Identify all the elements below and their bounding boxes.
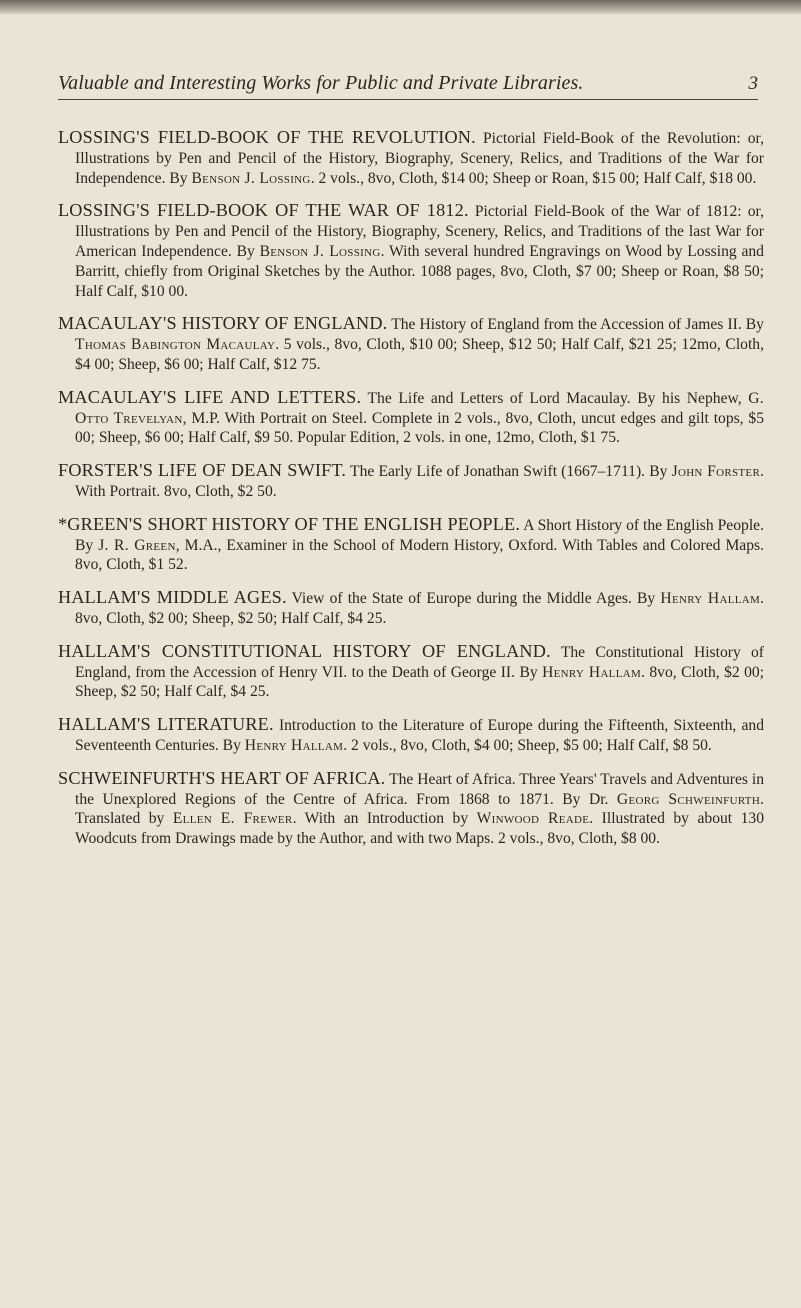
entry-pricing: . 8vo, Cloth, $2 00; Sheep, $2 50; Half Calf, $4 25. <box>75 663 765 701</box>
entry-title: HALLAM'S MIDDLE AGES. <box>58 587 287 608</box>
entry-description: A Short History of the English People. By <box>75 516 764 554</box>
entry-description: Introduction to the Literature of Europe during the Fifteenth, Sixteenth, and Seventeenth Centuries. By <box>75 717 765 754</box>
entry-description: Pictorial Field-Book of the Revolution: or, Illustrations by Pen and Pencil of the History, Biography, Scenery, Relics, and Traditions of the War for Independence. By <box>75 130 764 187</box>
entry-pricing: . With Portrait. 8vo, Cloth, $2 50. <box>75 463 764 500</box>
entry-pricing: . With several hundred Engravings on Wood by Lossing and Barritt, chiefly from Original Sketches by the Author. 1088 pages, 8vo, Cloth, $7 00; Sheep or Roan, $8 50; Half Calf, $10 00. <box>75 242 764 300</box>
entry-translator: Ellen E. Frewer <box>172 810 293 828</box>
entry-pricing: . 5 vols., 8vo, Cloth, $10 00; Sheep, $12 50; Half Calf, $21 25; 12mo, Cloth, $4 00; Sheep, $6 00; Half Calf, $12 75. <box>75 336 764 373</box>
entry-author: G. Otto Trevelyan <box>75 389 764 427</box>
catalog-entry <box>58 642 764 702</box>
running-header <box>58 72 758 100</box>
entry-author: Thomas Babington Macaulay <box>75 336 276 354</box>
entry-author: Benson J. Lossing <box>259 242 381 260</box>
catalog-entry <box>58 588 764 629</box>
entry-title: FORSTER'S LIFE OF DEAN SWIFT. <box>58 460 347 481</box>
entry-title: LOSSING'S FIELD-BOOK OF THE WAR OF 1812. <box>58 200 469 221</box>
entry-author: Henry Hallam <box>542 663 642 681</box>
entry-author: Georg Schweinfurth <box>616 790 761 808</box>
catalog-entry <box>58 461 764 502</box>
catalog-entry <box>58 715 764 756</box>
entry-title: MACAULAY'S HISTORY OF ENGLAND. <box>58 313 388 334</box>
catalog-entry <box>58 314 764 374</box>
entry-author: Henry Hallam <box>244 736 344 754</box>
entry-title: HALLAM'S LITERATURE. <box>58 714 274 735</box>
entry-title: *GREEN'S SHORT HISTORY OF THE ENGLISH PEOPLE. <box>58 513 521 534</box>
entry-description: View of the State of Europe during the Middle Ages. By <box>291 590 661 608</box>
entry-pricing: , M.A., Examiner in the School of Modern History, Oxford. With Tables and Colored Maps. 8vo, Cloth, $1 52. <box>75 536 764 574</box>
entry-author: John Forster <box>671 463 761 481</box>
entry-description: The Constitutional History of England, from the Accession of Henry VII. to the Death of George II. By <box>75 643 764 681</box>
entry-author: Benson J. Lossing <box>191 169 311 187</box>
entry-description: Pictorial Field-Book of the War of 1812: or, Illustrations by Pen and Pencil of the History, Biography, Scenery, Relics, and Traditions of the last War for American Independence. By <box>75 203 764 260</box>
page-top-shadow <box>0 0 801 14</box>
entry-description: The Life and Letters of Lord Macaulay. By his Nephew, <box>367 389 749 407</box>
entry-introducer: Winwood Reade <box>476 810 590 828</box>
entry-description: The Early Life of Jonathan Swift (1667–1711). By <box>350 463 672 481</box>
entry-author: Henry Hallam <box>660 590 761 608</box>
entry-pricing: . Illustrated by about 130 Woodcuts from Drawings made by the Author, and with two Maps. 2 vols., 8vo, Cloth, $8 00. <box>75 810 765 848</box>
entry-pricing: . 2 vols., 8vo, Cloth, $14 00; Sheep or Roan, $15 00; Half Calf, $18 00. <box>310 169 757 187</box>
entry-title: LOSSING'S FIELD-BOOK OF THE REVOLUTION. <box>58 127 476 147</box>
entry-author: J. R. Green <box>98 536 176 554</box>
entry-title: HALLAM'S CONSTITUTIONAL HISTORY OF ENGLAND. <box>58 640 551 661</box>
entry-pricing: . 8vo, Cloth, $2 00; Sheep, $2 50; Half Calf, $4 25. <box>75 590 765 627</box>
entry-description-cont: . Translated by <box>75 790 764 828</box>
entry-description-cont: . With an Introduction by <box>292 810 477 828</box>
catalog-entry <box>58 769 764 849</box>
catalog-entry <box>58 515 764 575</box>
entry-pricing: , M.P. With Portrait on Steel. Complete in 2 vols., 8vo, Cloth, uncut edges and gilt tops, $5 00; Sheep, $6 00; Half Calf, $9 50. Popular Edition, 2 vols. in one, 12mo, Cloth, $1 75. <box>75 409 764 447</box>
running-title: Valuable and Interesting Works for Public and Private Libraries. <box>58 72 584 94</box>
catalog-entry <box>58 388 764 448</box>
catalog-entry <box>58 201 764 301</box>
entry-description: The Heart of Africa. Three Years' Travels and Adventures in the Unexplored Regions of the Centre of Africa. From 1868 to 1871. By Dr. <box>75 770 765 808</box>
entry-title: MACAULAY'S LIFE AND LETTERS. <box>58 386 362 407</box>
catalog-entry <box>58 128 764 188</box>
page-number: 3 <box>748 73 758 94</box>
entry-description: The History of England from the Accession of James II. By <box>391 316 764 334</box>
catalog-entries <box>58 128 764 862</box>
entry-title: SCHWEINFURTH'S HEART OF AFRICA. <box>58 767 386 788</box>
entry-pricing: . 2 vols., 8vo, Cloth, $4 00; Sheep, $5 00; Half Calf, $8 50. <box>343 736 712 754</box>
